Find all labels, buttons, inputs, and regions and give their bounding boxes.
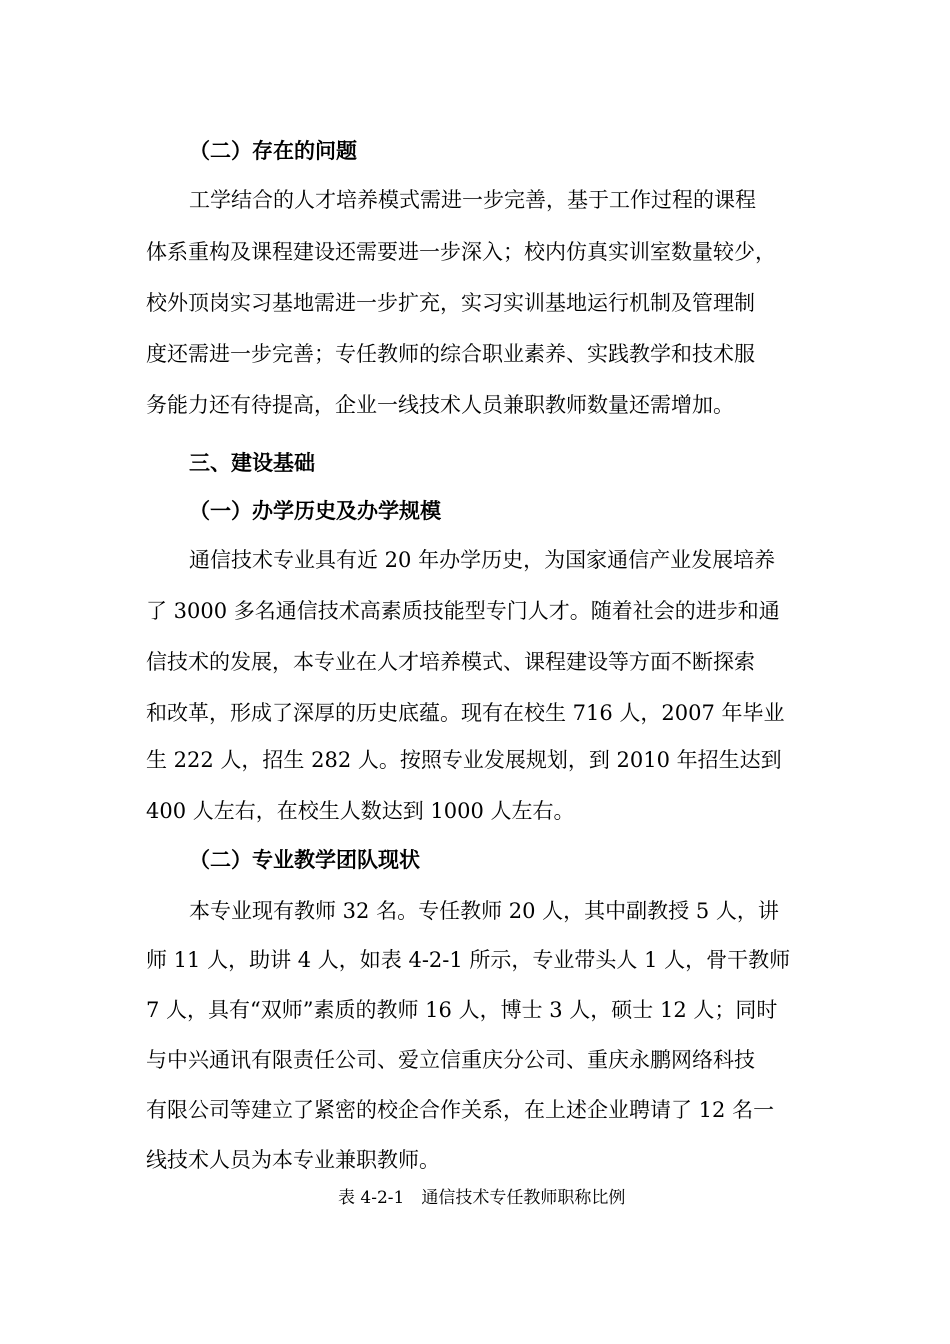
paragraph-line: 校外顶岗实习基地需进一步扩充，实习实训基地运行机制及管理制: [146, 291, 755, 315]
paragraph-line: 体系重构及课程建设还需要进一步深入；校内仿真实训室数量较少，: [146, 240, 776, 264]
paragraph-line: 通信技术专业具有近 20 年办学历史，为国家通信产业发展培养: [189, 548, 776, 572]
section-heading-team: （二）专业教学团队现状: [189, 848, 420, 872]
paragraph-line: 信技术的发展，本专业在人才培养模式、课程建设等方面不断探索: [146, 650, 755, 674]
table-caption: 表 4-2-1 通信技术专任教师职称比例: [338, 1188, 626, 1208]
paragraph-line: 400 人左右，在校生人数达到 1000 人左右。: [146, 799, 575, 823]
paragraph-line: 与中兴通讯有限责任公司、爱立信重庆分公司、重庆永鹏网络科技: [146, 1048, 755, 1072]
paragraph-line: 有限公司等建立了紧密的校企合作关系，在上述企业聘请了 12 名一: [146, 1098, 775, 1122]
chapter-heading: 三、建设基础: [189, 451, 315, 475]
paragraph-line: 线技术人员为本专业兼职教师。: [146, 1148, 440, 1172]
paragraph-line: 生 222 人，招生 282 人。按照专业发展规划，到 2010 年招生达到: [146, 748, 782, 772]
paragraph-line: 师 11 人，助讲 4 人，如表 4-2-1 所示，专业带头人 1 人，骨干教师: [146, 948, 791, 972]
paragraph-line: 和改革，形成了深厚的历史底蕴。现有在校生 716 人，2007 年毕业: [146, 701, 785, 725]
paragraph-line: 务能力还有待提高，企业一线技术人员兼职教师数量还需增加。: [146, 393, 734, 417]
paragraph-line: 本专业现有教师 32 名。专任教师 20 人，其中副教授 5 人，讲: [189, 899, 779, 923]
paragraph-line: 了 3000 多名通信技术高素质技能型专门人才。随着社会的进步和通: [146, 599, 780, 623]
section-heading-problems: （二）存在的问题: [189, 139, 357, 163]
paragraph-line: 工学结合的人才培养模式需进一步完善，基于工作过程的课程: [189, 188, 756, 212]
section-heading-history: （一）办学历史及办学规模: [189, 499, 441, 523]
paragraph-line: 度还需进一步完善；专任教师的综合职业素养、实践教学和技术服: [146, 342, 755, 366]
paragraph-line: 7 人，具有“双师”素质的教师 16 人，博士 3 人，硕士 12 人；同时: [146, 998, 778, 1022]
